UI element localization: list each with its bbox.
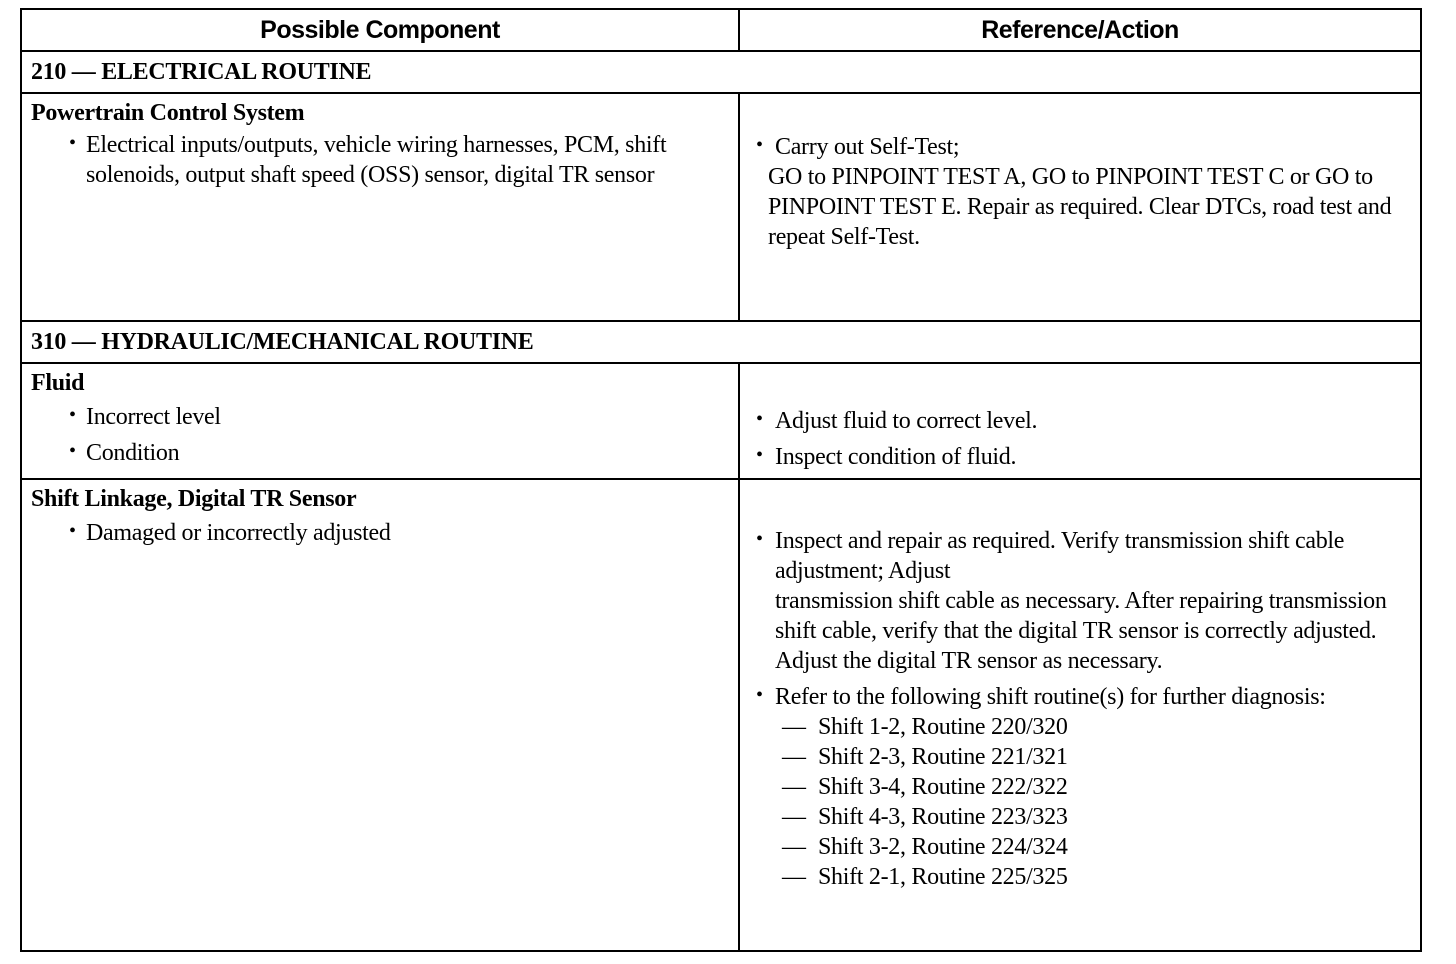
- action-adjust-cable: transmission shift cable as necessary. After repairing transmission shift cable, verify that the digital TR sensor is correctly adjusted. Adjust the digital TR sensor as necessary.: [775, 588, 1387, 674]
- reference-cell-shift-linkage: [739, 479, 1421, 951]
- action-pinpoint-tests: GO to PINPOINT TEST A, GO to PINPOINT TEST C or GO to PINPOINT TEST E. Repair as required. Clear DTCs, road test and repeat Self-Test.: [768, 164, 1392, 250]
- row-spacer: [750, 98, 1412, 132]
- routine-item: — Shift 3-2, Routine 224/324: [782, 834, 1068, 860]
- table-row-shift-linkage: [21, 479, 1421, 951]
- section-title-electrical: 210 — ELECTRICAL ROUTINE: [21, 51, 1421, 93]
- component-item-condition: • Condition: [31, 438, 730, 468]
- component-item-electrical-io: • Electrical inputs/outputs, vehicle wiring harnesses, PCM, shift solenoids, output shaft speed (OSS) sensor, digital TR sensor: [31, 130, 730, 190]
- routine-item: — Shift 3-4, Routine 222/322: [782, 774, 1068, 800]
- component-title-shift-linkage: Shift Linkage, Digital TR Sensor: [31, 486, 357, 512]
- column-header-reference: Reference/Action: [739, 9, 1421, 51]
- section-row-electrical: [21, 51, 1421, 93]
- table-row-fluid: [21, 363, 1421, 479]
- action-adjust-fluid: • Adjust fluid to correct level.: [750, 406, 1412, 436]
- section-title-hydraulic: 310 — HYDRAULIC/MECHANICAL ROUTINE: [21, 321, 1421, 363]
- routine-item: — Shift 4-3, Routine 223/323: [782, 804, 1068, 830]
- component-cell-powertrain: [21, 93, 739, 321]
- component-title-powertrain: Powertrain Control System: [31, 100, 305, 126]
- column-header-component: Possible Component: [21, 9, 739, 51]
- table-header-row: [21, 9, 1421, 51]
- table-row-powertrain: [21, 93, 1421, 321]
- component-item-incorrect-level: • Incorrect level: [31, 402, 730, 432]
- diagnostic-table: [20, 8, 1422, 952]
- diagnostic-table-document: [20, 8, 1420, 952]
- reference-cell-powertrain: [739, 93, 1421, 321]
- reference-cell-fluid: [739, 363, 1421, 479]
- component-cell-shift-linkage: [21, 479, 739, 951]
- action-inspect-fluid: • Inspect condition of fluid.: [750, 442, 1412, 472]
- action-inspect-repair: • Inspect and repair as required. Verify transmission shift cable adjustment; Adjust: [750, 526, 1412, 586]
- routine-list: [750, 712, 1412, 892]
- component-item-damaged: • Damaged or incorrectly adjusted: [31, 518, 730, 548]
- row-spacer: [750, 368, 1412, 406]
- routine-item: — Shift 2-1, Routine 225/325: [782, 864, 1068, 890]
- component-title-fluid: Fluid: [31, 370, 85, 396]
- section-row-hydraulic: [21, 321, 1421, 363]
- routine-item: — Shift 2-3, Routine 221/321: [782, 744, 1068, 770]
- routine-item: — Shift 1-2, Routine 220/320: [782, 714, 1068, 740]
- row-spacer: [750, 484, 1412, 526]
- action-refer-routines: • Refer to the following shift routine(s) for further diagnosis:: [750, 682, 1412, 712]
- action-self-test: • Carry out Self-Test;: [750, 132, 1412, 162]
- component-cell-fluid: [21, 363, 739, 479]
